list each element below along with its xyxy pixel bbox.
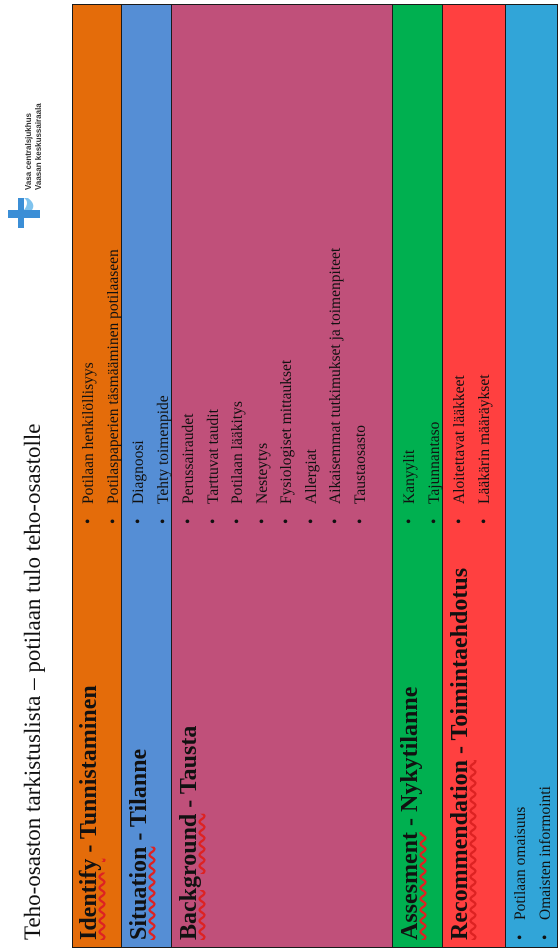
row-heading (174, 538, 204, 940)
hospital-name-finnish: Vaasan keskussairaala (34, 103, 43, 190)
row-heading-key: Background (176, 813, 202, 940)
row-recommendation (443, 4, 506, 948)
row-heading (124, 538, 154, 940)
row-heading-rest: - Tunnistaminen (76, 685, 102, 859)
list-item: • Potilaan henkilöllisyys (77, 249, 102, 530)
row-identify (72, 4, 122, 948)
row-heading-rest: - Tausta (176, 725, 202, 814)
row-items (77, 249, 126, 530)
row-heading (74, 538, 104, 940)
row-items (448, 374, 497, 530)
row-heading (395, 538, 425, 940)
row-heading-rest: - Tilanne (126, 748, 152, 847)
hospital-name-swedish: Vasa centralsjukhus (24, 113, 33, 190)
row-items (177, 248, 373, 530)
list-item: • Tajunnantaso (423, 422, 448, 530)
row-heading-key: Assesment (397, 832, 423, 940)
row-background (172, 4, 393, 948)
row-assesment (393, 4, 443, 948)
list-item: • Kanyylit (398, 422, 423, 530)
row-situation (122, 4, 172, 948)
row-heading-rest: - Toimintaehdotus (447, 567, 473, 761)
row-items (398, 422, 447, 530)
row-heading (445, 538, 475, 940)
list-item: • Omaisten informointi (534, 786, 559, 946)
row-relatives (506, 4, 558, 948)
list-item: • Diagnoosi (127, 395, 152, 530)
list-item: • Perussairaudet (177, 248, 202, 530)
row-heading-key: Situation (126, 846, 152, 940)
list-item: • Taustaosasto (349, 248, 374, 530)
row-heading-key: Recommendation (447, 760, 473, 940)
list-item: • Potilaspaperien täsmääminen potilaaseen (102, 249, 127, 530)
list-item: • Lääkärin määräykset (473, 374, 498, 530)
row-heading-key: Identify (76, 858, 102, 940)
list-item: • Potilaan lääkitys (226, 248, 251, 530)
list-item: • Allergiat (300, 248, 325, 530)
list-item: • Tarttuvat taudit (202, 248, 227, 530)
hospital-name (24, 50, 44, 190)
list-item: • Potilaan omaisuus (509, 786, 534, 946)
list-item: • Aikaisemmat tutkimukset ja toimenpiteet (324, 248, 349, 530)
hospital-logo-icon (4, 192, 44, 232)
list-item: • Fysiologiset mittaukset (275, 248, 300, 530)
list-item: • Tehty toimenpide (152, 395, 177, 530)
list-item: • Aloitettavat lääkkeet (448, 374, 473, 530)
sbar-checklist-table (72, 4, 558, 948)
row-heading-rest: - Nykytilanne (397, 686, 423, 832)
row-items (509, 786, 558, 946)
page-title: Teho-osaston tarkistuslista – potilaan tulo teho-osastolle (20, 423, 45, 940)
row-items (127, 395, 176, 530)
list-item: • Nesteytys (251, 248, 276, 530)
